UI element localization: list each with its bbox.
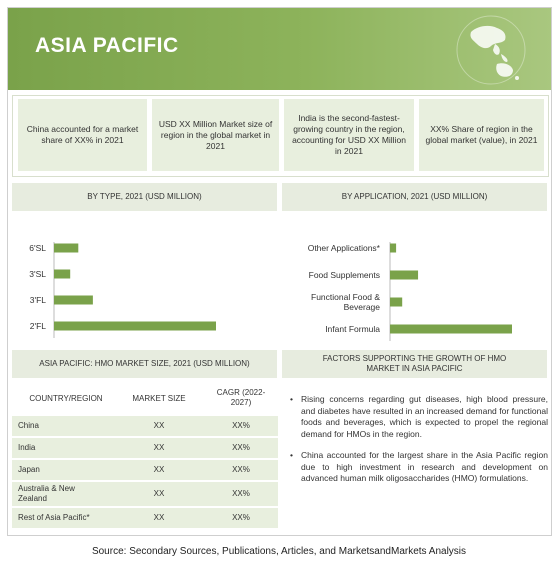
bar	[390, 298, 402, 307]
stat-region-share: XX% Share of region in the global market (value), in 2021	[419, 99, 544, 171]
category-label: 3'FL	[29, 295, 46, 305]
factor-item	[290, 450, 548, 485]
category-label: Functional Food &	[311, 292, 380, 302]
bar	[390, 244, 396, 253]
chart-by-type	[12, 218, 277, 343]
chart-title-by-application: BY APPLICATION, 2021 (USD MILLION)	[282, 183, 547, 211]
category-label: Beverage	[343, 302, 380, 312]
key-stats	[12, 95, 549, 177]
page-title: ASIA PACIFIC	[35, 34, 179, 57]
bar	[54, 244, 78, 253]
chart-title-by-type: BY TYPE, 2021 (USD MILLION)	[12, 183, 277, 211]
category-label: Other Applications*	[307, 243, 380, 253]
bar	[54, 296, 93, 305]
stat-india-growth: India is the second-fastest-growing country in the region, accounting for USD XX Million in 2021	[284, 99, 414, 171]
cell-cagr: XX%	[232, 513, 250, 522]
cell-cagr: XX%	[232, 489, 250, 498]
cell-market-size: XX	[153, 489, 165, 498]
category-label: Food Supplements	[308, 270, 380, 280]
table-row	[12, 460, 278, 480]
factor-text: China accounted for the largest share in the Asia Pacific region due to high investment in research and development on advanced human milk oligosaccharides (HMO) formulations.	[301, 450, 548, 483]
cell-cagr: XX%	[232, 443, 250, 452]
header-banner	[8, 8, 551, 90]
col-market-size: MARKET SIZE	[132, 394, 186, 403]
factors-list	[290, 394, 548, 495]
chart-by-application-svg	[282, 218, 547, 343]
factors-title: FACTORS SUPPORTING THE GROWTH OF HMO MARKET IN ASIA PACIFIC	[282, 350, 547, 378]
cell-market-size: XX	[153, 421, 165, 430]
cell-cagr: XX%	[232, 421, 250, 430]
col-cagr: CAGR (2022-2027)	[216, 388, 266, 407]
chart-by-application	[282, 218, 547, 343]
cell-market-size: XX	[153, 513, 165, 522]
infographic-frame	[7, 7, 552, 536]
table-row	[12, 508, 278, 528]
col-country: COUNTRY/REGION	[29, 394, 103, 403]
category-label: 2'FL	[29, 321, 46, 331]
table-header	[12, 384, 278, 414]
cell-market-size: XX	[153, 443, 165, 452]
factor-item	[290, 394, 548, 440]
cell-country: China	[18, 421, 39, 430]
table-row	[12, 482, 278, 506]
stat-china-share: China accounted for a market share of XX% in 2021	[18, 99, 147, 171]
globe-map-icon	[451, 14, 531, 86]
table-row	[12, 416, 278, 436]
bullet-icon: •	[290, 394, 293, 404]
table-row	[12, 438, 278, 458]
category-label: 3'SL	[29, 269, 46, 279]
bullet-icon: •	[290, 450, 293, 460]
cell-country: Japan	[18, 465, 40, 474]
cell-market-size: XX	[153, 465, 165, 474]
stat-market-size: USD XX Million Market size of region in the global market in 2021	[152, 99, 279, 171]
bar	[390, 271, 418, 280]
cell-country: India	[18, 443, 36, 452]
cell-country: Australia & New Zealand	[18, 484, 75, 503]
bar	[390, 325, 512, 334]
factor-text: Rising concerns regarding gut diseases, high blood pressure, and diabetes have resulted in an increased demand for functional foods and beverages, which is expected to propel the regional demand for HMOs in the region.	[301, 394, 548, 439]
source-note: Source: Secondary Sources, Publications, Articles, and MarketsandMarkets Analysis	[91, 546, 467, 557]
cell-country: Rest of Asia Pacific*	[18, 513, 90, 522]
category-label: Infant Formula	[325, 324, 380, 334]
table-title: ASIA PACIFIC: HMO MARKET SIZE, 2021 (USD MILLION)	[12, 350, 277, 378]
category-label: 6'SL	[29, 243, 46, 253]
bar	[54, 322, 216, 331]
cell-cagr: XX%	[232, 465, 250, 474]
chart-by-type-svg	[12, 218, 277, 343]
bar	[54, 270, 70, 279]
